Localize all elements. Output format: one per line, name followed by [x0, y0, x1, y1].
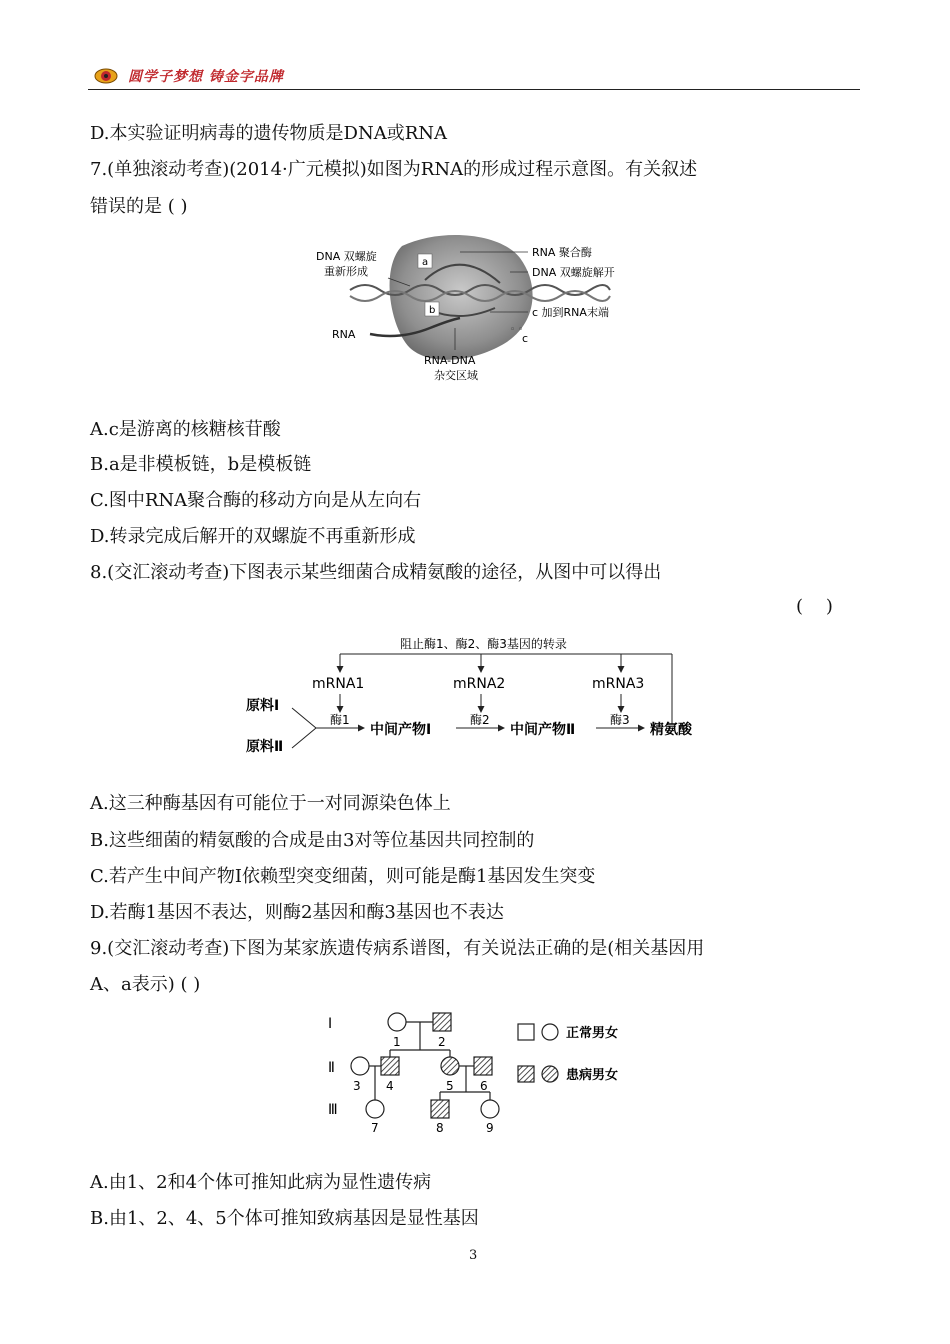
q8-option-a: A.这三种酶基因有可能位于一对同源染色体上 [90, 793, 451, 814]
svg-text:2: 2 [438, 1035, 446, 1049]
svg-text:Ⅱ: Ⅱ [328, 1060, 335, 1076]
svg-text:1: 1 [393, 1035, 401, 1049]
svg-text:c: c [522, 332, 529, 345]
svg-text:mRNA3: mRNA3 [592, 676, 645, 692]
svg-text:Ⅰ: Ⅰ [328, 1016, 333, 1032]
svg-text:c 加到RNA末端: c 加到RNA末端 [532, 306, 609, 319]
q8-stem-line1: 8.(交汇滚动考查)下图表示某些细菌合成精氨酸的途径，从图中可以得出 [90, 562, 662, 583]
q7-option-c: C.图中RNA聚合酶的移动方向是从左向右 [90, 490, 422, 511]
svg-text:杂交区域: 杂交区域 [434, 369, 478, 382]
q8-option-b: B.这些细菌的精氨酸的合成是由3对等位基因共同控制的 [90, 830, 535, 851]
svg-text:原料Ⅱ: 原料Ⅱ [246, 739, 284, 755]
svg-text:精氨酸: 精氨酸 [650, 722, 692, 738]
header-slogan: 圆学子梦想 铸金字品牌 [128, 69, 284, 85]
svg-text:正常男女: 正常男女 [566, 1026, 619, 1041]
svg-text:阻止酶1、酶2、酶3基因的转录: 阻止酶1、酶2、酶3基因的转录 [400, 637, 567, 651]
svg-text:9: 9 [486, 1121, 494, 1135]
arginine-pathway-figure [240, 630, 710, 765]
svg-text:mRNA2: mRNA2 [453, 676, 506, 692]
svg-text:中间产物Ⅰ: 中间产物Ⅰ [370, 722, 432, 738]
svg-text:中间产物Ⅱ: 中间产物Ⅱ [510, 722, 576, 738]
svg-text:RNA: RNA [332, 328, 356, 341]
logo-icon [94, 66, 118, 84]
svg-text:患病男女: 患病男女 [566, 1068, 619, 1083]
svg-text:a: a [422, 257, 429, 268]
svg-text:7: 7 [371, 1121, 379, 1135]
q8-option-d: D.若酶1基因不表达，则酶2基因和酶3基因也不表达 [90, 902, 504, 923]
pedigree-figure [320, 1008, 650, 1138]
q9-stem-line2: A、a表示) ( ) [90, 974, 201, 995]
svg-text:RNA 聚合酶: RNA 聚合酶 [532, 246, 592, 259]
svg-text:RNA-DNA: RNA-DNA [424, 354, 476, 367]
q7-option-b: B.a是非模板链，b是模板链 [90, 454, 312, 475]
svg-text:Ⅲ: Ⅲ [328, 1102, 338, 1118]
q7-stem-line1: 7.(单独滚动考查)(2014·广元模拟)如图为RNA的形成过程示意图。有关叙述 [90, 159, 698, 180]
svg-text:b: b [429, 305, 436, 316]
page-header [88, 64, 860, 90]
q9-stem-line1: 9.(交汇滚动考查)下图为某家族遗传病系谱图，有关说法正确的是(相关基因用 [90, 938, 705, 959]
q8-option-c: C.若产生中间产物Ⅰ依赖型突变细菌，则可能是酶1基因发生突变 [90, 866, 596, 887]
q8-answer-paren: ( ) [796, 596, 833, 617]
rna-transcription-figure [310, 228, 640, 386]
svg-text:酶1: 酶1 [330, 713, 350, 727]
svg-text:8: 8 [436, 1121, 444, 1135]
svg-text:DNA 双螺旋: DNA 双螺旋 [316, 250, 377, 263]
svg-text:DNA 双螺旋解开: DNA 双螺旋解开 [532, 266, 615, 279]
svg-text:酶2: 酶2 [470, 713, 490, 727]
svg-text:酶3: 酶3 [610, 713, 630, 727]
svg-text:原料Ⅰ: 原料Ⅰ [246, 698, 280, 714]
q7-option-d: D.转录完成后解开的双螺旋不再重新形成 [90, 526, 416, 547]
svg-text:5: 5 [446, 1079, 454, 1093]
q9-option-b: B.由1、2、4、5个体可推知致病基因是显性基因 [90, 1208, 479, 1229]
svg-text:3: 3 [353, 1079, 361, 1093]
svg-text:4: 4 [386, 1079, 394, 1093]
svg-text:重新形成: 重新形成 [324, 265, 368, 278]
page-number: 3 [469, 1248, 478, 1263]
svg-text:6: 6 [480, 1079, 488, 1093]
q7-option-a: A.c是游离的核糖核苷酸 [90, 419, 281, 440]
q6-option-d: D.本实验证明病毒的遗传物质是DNA或RNA [90, 123, 447, 144]
svg-text:mRNA1: mRNA1 [312, 676, 365, 692]
q7-stem-line2: 错误的是 ( ) [90, 196, 188, 217]
svg-text:◦ ◦: ◦ ◦ [510, 325, 524, 335]
q9-option-a: A.由1、2和4个体可推知此病为显性遗传病 [90, 1172, 432, 1193]
